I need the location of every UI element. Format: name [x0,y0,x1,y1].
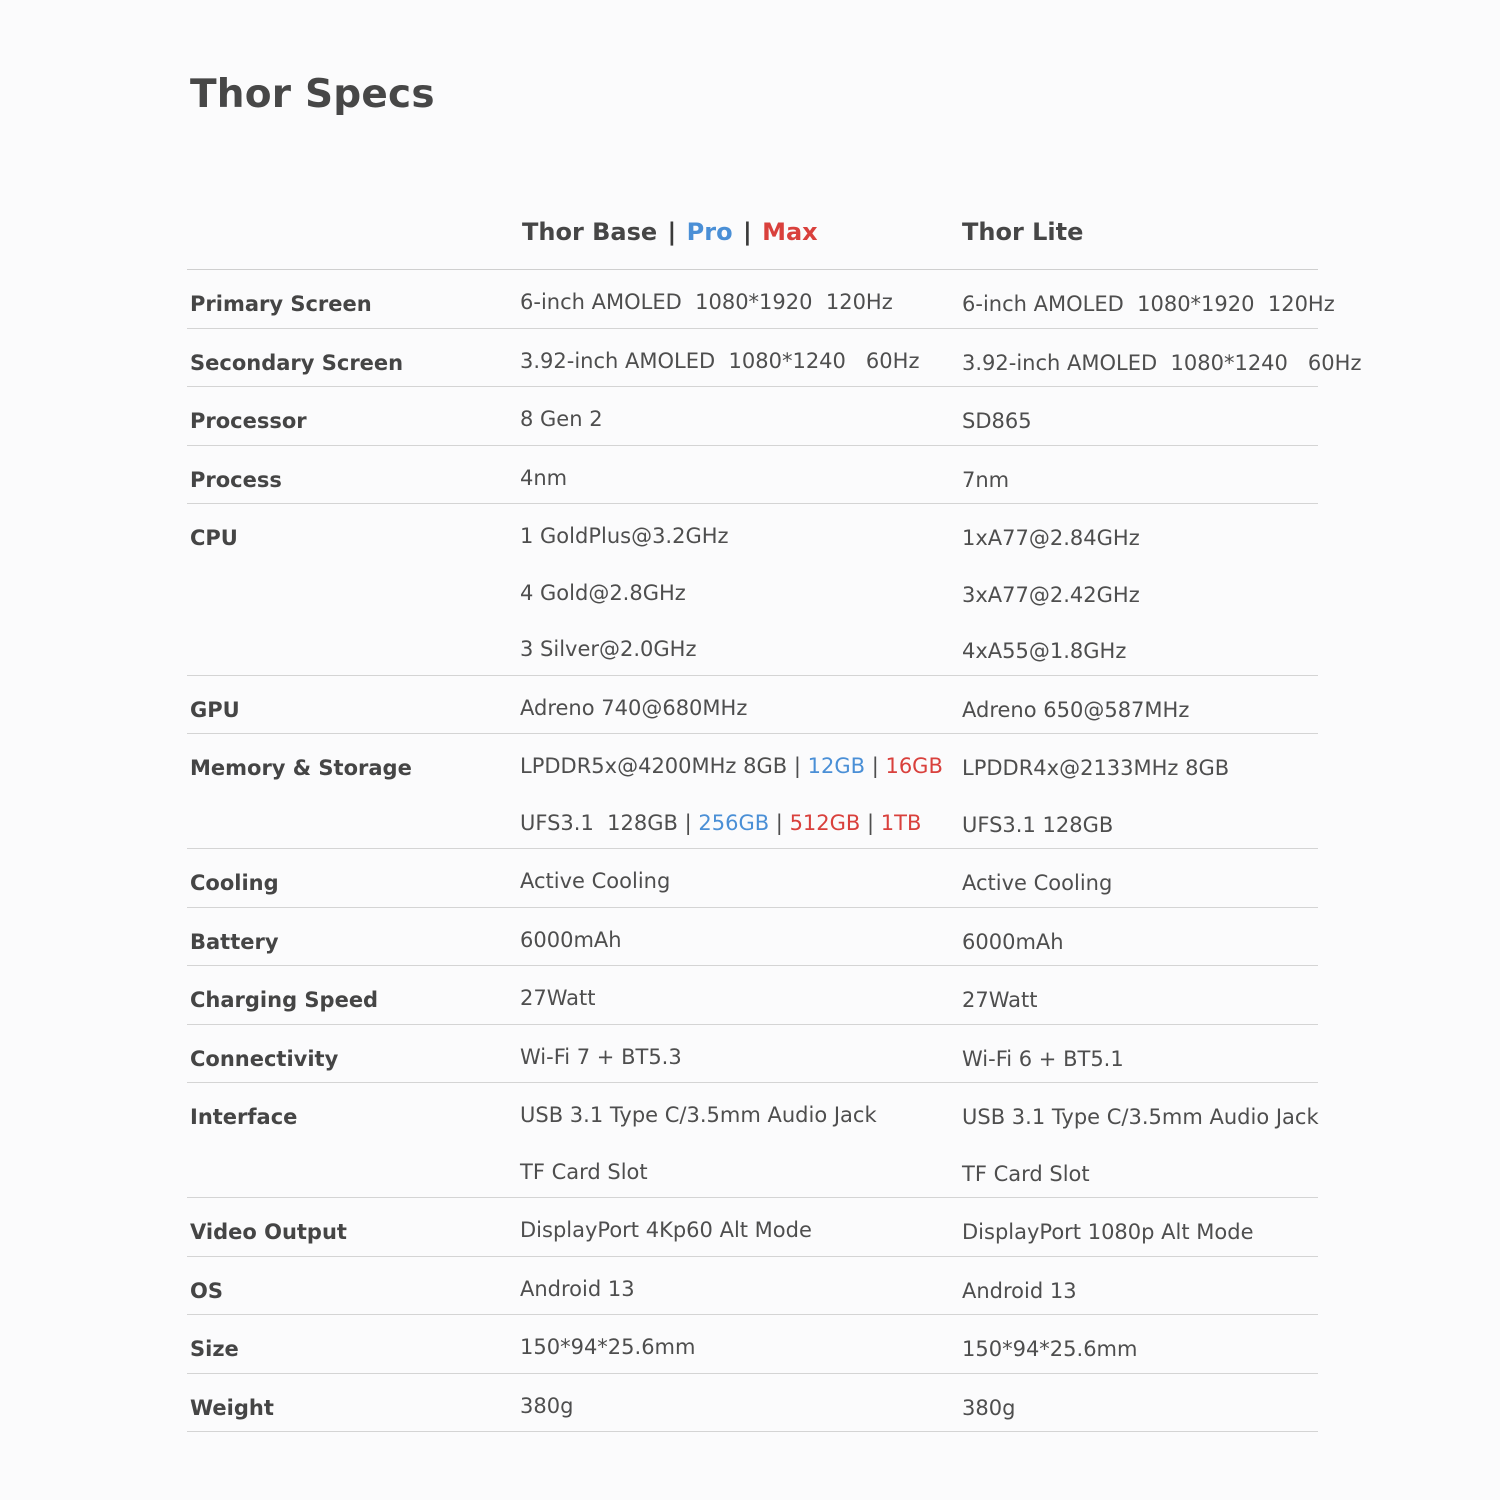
variant-pro-label: Pro [686,218,733,246]
spec-label: Interface [190,1105,298,1129]
spec-label: OS [190,1278,223,1303]
spec-text: | [769,810,790,835]
spec-value-thor-lite [962,526,1140,696]
spec-row [187,270,1335,329]
spec-value-line: 1xA77@2.84GHz [962,526,1140,550]
spec-value-line: 4 Gold@2.8GHz [520,580,686,605]
spec-label: Cooling [190,871,279,895]
spec-value-line [520,754,943,811]
spec-value-line: 6-inch AMOLED 1080*1920 120Hz [520,290,893,314]
highlighted-option: 1TB [880,810,922,835]
spec-row [187,1083,1318,1198]
spec-value-line: 3.92-inch AMOLED 1080*1240 60Hz [520,348,920,373]
spec-label: Memory & Storage [190,756,412,780]
highlighted-option: 256GB [698,810,770,835]
spec-row [187,734,1318,849]
spec-value-line: Active Cooling [520,869,671,893]
spec-value-line: Wi-Fi 6 + BT5.1 [962,1046,1124,1071]
spec-value-line: Android 13 [520,1276,635,1301]
spec-label: Primary Screen [190,292,372,316]
spec-value-line: DisplayPort 1080p Alt Mode [962,1220,1254,1244]
spec-value-line: LPDDR4x@2133MHz 8GB [962,756,1230,780]
variant-max-label: Max [762,218,818,246]
spec-value-line: Adreno 740@680MHz [520,695,748,720]
spec-value-line: USB 3.1 Type C/3.5mm Audio Jack [520,1103,877,1127]
spec-label: GPU [190,697,240,722]
spec-value-line: 6000mAh [520,927,622,952]
spec-text: | [860,810,881,835]
spec-value-line: 7nm [962,467,1010,492]
spec-row [187,1315,1318,1374]
separator: | [667,218,677,246]
highlighted-option: 512GB [789,810,861,835]
spec-value-line: Wi-Fi 7 + BT5.3 [520,1044,682,1069]
spec-value-line: 27Watt [962,988,1038,1012]
spec-value-line: Adreno 650@587MHz [962,697,1190,722]
spec-label: Connectivity [190,1046,339,1071]
spec-label: Secondary Screen [190,350,404,375]
spec-row [187,908,1318,967]
highlighted-option: 12GB [807,754,866,778]
spec-label: Battery [190,929,279,954]
spec-row [187,329,1362,388]
spec-value-line: 6000mAh [962,929,1064,954]
variant-base-label: Thor Base [522,218,658,246]
spec-text: UFS3.1 128GB | [520,810,699,835]
spec-text: | [865,754,886,778]
spec-value-line: 27Watt [520,986,596,1010]
spec-row [187,504,1318,676]
spec-value-line: 380g [962,1395,1016,1420]
spec-label: Weight [190,1395,274,1420]
spec-row [187,676,1318,735]
spec-value-line: 8 Gen 2 [520,407,603,431]
spec-value-line: UFS3.1 128GB [962,812,1114,837]
spec-value-thor-base [520,524,729,694]
spec-value-line: 3 Silver@2.0GHz [520,637,697,661]
spec-label: Charging Speed [190,988,379,1012]
separator: | [742,218,752,246]
spec-value-line: 150*94*25.6mm [520,1335,696,1359]
spec-label: Size [190,1337,239,1361]
spec-label: Processor [190,409,307,433]
spec-value-line: SD865 [962,409,1032,433]
table-header [187,210,1318,270]
spec-value-line: 3.92-inch AMOLED 1080*1240 60Hz [962,350,1362,375]
spec-value-line: 150*94*25.6mm [962,1337,1138,1361]
spec-table [187,210,1362,1432]
spec-text: LPDDR5x@4200MHz 8GB | [520,754,808,778]
spec-label: Process [190,467,282,492]
column-header-thor-lite: Thor Lite [962,218,1084,246]
spec-value-line: USB 3.1 Type C/3.5mm Audio Jack [962,1105,1319,1129]
spec-row [187,387,1318,446]
page-title: Thor Specs [190,72,435,117]
spec-row [187,1257,1318,1316]
spec-value-line: TF Card Slot [520,1159,648,1184]
spec-value-line: Active Cooling [962,871,1113,895]
spec-value-line: DisplayPort 4Kp60 Alt Mode [520,1218,812,1242]
spec-value-thor-lite [962,1396,1015,1453]
highlighted-option: 16GB [885,754,943,778]
spec-label: CPU [190,526,238,550]
spec-row [187,1374,1318,1433]
spec-value-line: TF Card Slot [962,1161,1090,1186]
spec-row [187,1025,1318,1084]
spec-value-line: 3xA77@2.42GHz [962,582,1140,607]
spec-value-line: 4xA55@1.8GHz [962,639,1127,663]
spec-row [187,966,1318,1025]
spec-value-line: 1 GoldPlus@3.2GHz [520,524,729,548]
spec-row [187,1198,1318,1257]
spec-row [187,849,1318,908]
spec-value-line: Android 13 [962,1278,1077,1303]
spec-label: Video Output [190,1220,347,1244]
spec-rows [187,270,1362,1432]
column-header-thor-base-pro-max [522,218,818,246]
spec-value-thor-base [520,1394,573,1451]
spec-value-line: 4nm [520,465,568,490]
spec-value-line: 380g [520,1393,574,1418]
spec-value-line: 6-inch AMOLED 1080*1920 120Hz [962,292,1335,316]
spec-row [187,446,1318,505]
